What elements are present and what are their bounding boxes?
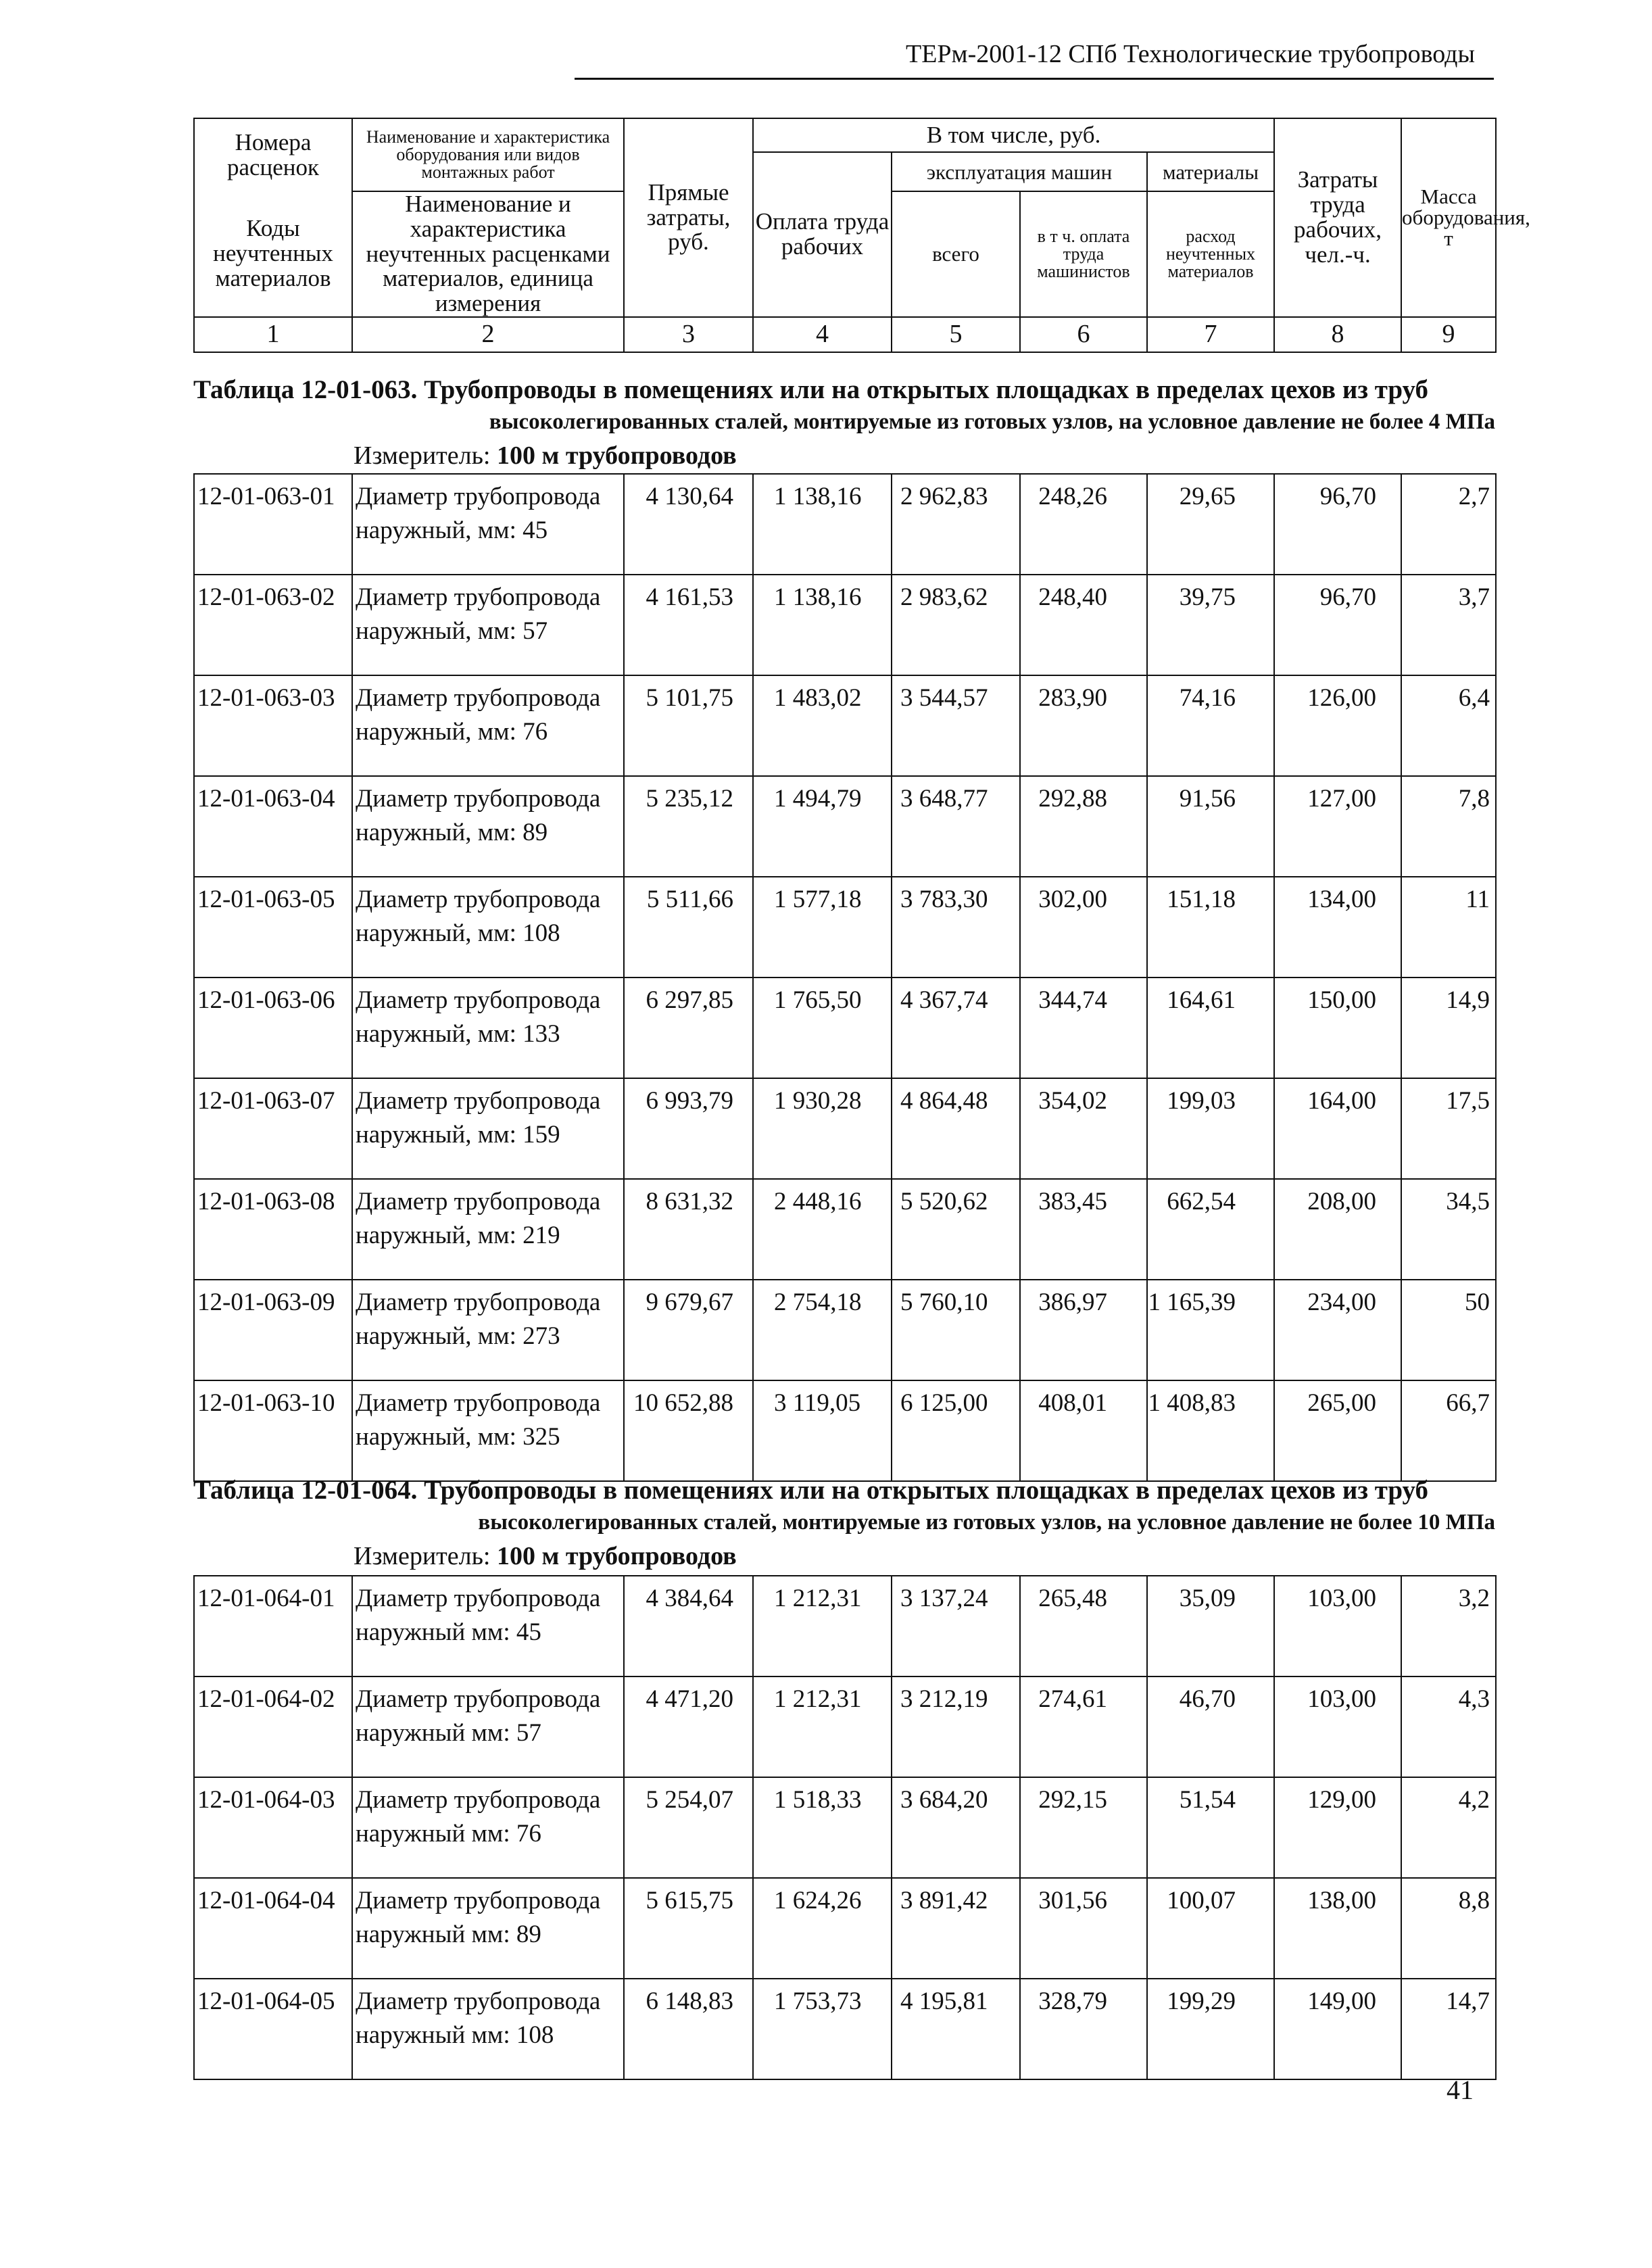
cell-c6: 301,56	[1020, 1878, 1147, 1979]
cell-c6: 292,15	[1020, 1777, 1147, 1878]
cell-name: Диаметр трубопровода наружный, мм: 89	[352, 776, 624, 877]
cell-c5: 3 684,20	[892, 1777, 1020, 1878]
col6-header: в т ч. оплата труда машинистов	[1020, 191, 1147, 317]
cell-c4: 1 212,31	[753, 1576, 892, 1676]
cell-c4: 2 448,16	[753, 1179, 892, 1280]
table-row	[194, 877, 1496, 978]
cell-c3: 6 148,83	[624, 1979, 753, 2079]
table-row	[194, 1777, 1496, 1878]
group-header: В том числе, руб.	[753, 118, 1274, 152]
cell-c8: 129,00	[1274, 1777, 1401, 1878]
cell-code: 12-01-063-05	[194, 877, 352, 978]
page-number: 41	[1447, 2075, 1474, 2105]
cell-c9: 14,7	[1401, 1979, 1496, 2079]
cell-c5: 2 983,62	[892, 575, 1020, 675]
cell-c8: 103,00	[1274, 1676, 1401, 1777]
cell-c4: 1 138,16	[753, 474, 892, 575]
col8-header: Затраты труда рабочих, чел.-ч.	[1274, 118, 1401, 317]
cell-c6: 265,48	[1020, 1576, 1147, 1676]
cell-c4: 1 624,26	[753, 1878, 892, 1979]
cell-c9: 3,7	[1401, 575, 1496, 675]
cell-c8: 134,00	[1274, 877, 1401, 978]
cell-c5: 6 125,00	[892, 1380, 1020, 1481]
meter-value: 100 м трубопроводов	[497, 1542, 737, 1570]
cell-c3: 5 235,12	[624, 776, 753, 877]
cell-c6: 386,97	[1020, 1280, 1147, 1380]
table-063-title-line2: высоколегированных сталей, монтируемые из готовых узлов, на условное давление не более 4 МПа	[489, 409, 1495, 434]
cell-c9: 6,4	[1401, 675, 1496, 776]
cell-c7: 39,75	[1147, 575, 1274, 675]
cell-name: Диаметр трубопровода наружный мм: 76	[352, 1777, 624, 1878]
cell-code: 12-01-063-01	[194, 474, 352, 575]
cell-c3: 8 631,32	[624, 1179, 753, 1280]
col-number: 8	[1274, 317, 1401, 352]
cell-name: Диаметр трубопровода наружный, мм: 159	[352, 1078, 624, 1179]
cell-name: Диаметр трубопровода наружный, мм: 108	[352, 877, 624, 978]
cell-c5: 3 137,24	[892, 1576, 1020, 1676]
cell-c6: 248,40	[1020, 575, 1147, 675]
cell-c8: 103,00	[1274, 1576, 1401, 1676]
cell-c3: 6 993,79	[624, 1078, 753, 1179]
cell-c4: 1 753,73	[753, 1979, 892, 2079]
table-row	[194, 978, 1496, 1078]
cell-c6: 248,26	[1020, 474, 1147, 575]
cell-c7: 1 165,39	[1147, 1280, 1274, 1380]
cell-c7: 74,16	[1147, 675, 1274, 776]
materials-header: материалы	[1147, 152, 1274, 191]
cell-name: Диаметр трубопровода наружный, мм: 219	[352, 1179, 624, 1280]
header-rule	[575, 78, 1494, 80]
cell-c8: 126,00	[1274, 675, 1401, 776]
table-row	[194, 1280, 1496, 1380]
table-row	[194, 474, 1496, 575]
cell-c7: 199,03	[1147, 1078, 1274, 1179]
cell-c4: 2 754,18	[753, 1280, 892, 1380]
cell-c5: 3 212,19	[892, 1676, 1020, 1777]
cell-c4: 1 577,18	[753, 877, 892, 978]
cell-c3: 5 254,07	[624, 1777, 753, 1878]
table-064-title	[193, 1474, 1495, 1537]
cell-c9: 11	[1401, 877, 1496, 978]
cell-c8: 265,00	[1274, 1380, 1401, 1481]
cell-c5: 4 864,48	[892, 1078, 1020, 1179]
cell-c6: 292,88	[1020, 776, 1147, 877]
cell-name: Диаметр трубопровода наружный, мм: 273	[352, 1280, 624, 1380]
cell-c9: 17,5	[1401, 1078, 1496, 1179]
cell-code: 12-01-064-05	[194, 1979, 352, 2079]
cell-name: Диаметр трубопровода наружный, мм: 57	[352, 575, 624, 675]
column-header-table	[193, 118, 1530, 353]
cell-c9: 8,8	[1401, 1878, 1496, 1979]
col4-header: Оплата труда рабочих	[753, 152, 892, 317]
cell-code: 12-01-063-08	[194, 1179, 352, 1280]
cell-c4: 1 483,02	[753, 675, 892, 776]
cell-name: Диаметр трубопровода наружный, мм: 133	[352, 978, 624, 1078]
cell-c4: 1 930,28	[753, 1078, 892, 1179]
cell-c3: 4 130,64	[624, 474, 753, 575]
cell-code: 12-01-063-04	[194, 776, 352, 877]
cell-c3: 4 384,64	[624, 1576, 753, 1676]
machines-header: эксплуатация машин	[892, 152, 1147, 191]
cell-c9: 50	[1401, 1280, 1496, 1380]
cell-code: 12-01-064-01	[194, 1576, 352, 1676]
cell-c6: 274,61	[1020, 1676, 1147, 1777]
cell-c5: 5 520,62	[892, 1179, 1020, 1280]
cell-c4: 1 765,50	[753, 978, 892, 1078]
cell-name: Диаметр трубопровода наружный мм: 45	[352, 1576, 624, 1676]
cell-c7: 51,54	[1147, 1777, 1274, 1878]
table-063	[193, 473, 1497, 1482]
table-063-title	[193, 373, 1495, 437]
table-row	[194, 1576, 1496, 1676]
cell-code: 12-01-063-03	[194, 675, 352, 776]
col-number: 1	[194, 317, 352, 352]
cell-code: 12-01-064-02	[194, 1676, 352, 1777]
col-number: 7	[1147, 317, 1274, 352]
table-row	[194, 1380, 1496, 1481]
cell-name: Диаметр трубопровода наружный мм: 89	[352, 1878, 624, 1979]
cell-c8: 234,00	[1274, 1280, 1401, 1380]
cell-c7: 100,07	[1147, 1878, 1274, 1979]
col3-header: Прямые затраты, руб.	[624, 118, 753, 317]
col-number: 9	[1401, 317, 1496, 352]
cell-c9: 3,2	[1401, 1576, 1496, 1676]
cell-c6: 383,45	[1020, 1179, 1147, 1280]
col-number: 4	[753, 317, 892, 352]
cell-code: 12-01-064-04	[194, 1878, 352, 1979]
cell-c3: 4 471,20	[624, 1676, 753, 1777]
cell-c7: 662,54	[1147, 1179, 1274, 1280]
meter-label: Измеритель:	[354, 1542, 491, 1570]
col2-top: Наименование и характеристика оборудования или видов монтажных работ	[352, 118, 624, 191]
cell-c3: 5 511,66	[624, 877, 753, 978]
cell-c7: 164,61	[1147, 978, 1274, 1078]
meter-label: Измеритель:	[354, 441, 491, 470]
cell-c6: 408,01	[1020, 1380, 1147, 1481]
cell-c7: 199,29	[1147, 1979, 1274, 2079]
cell-name: Диаметр трубопровода наружный, мм: 76	[352, 675, 624, 776]
cell-code: 12-01-063-10	[194, 1380, 352, 1481]
cell-c3: 10 652,88	[624, 1380, 753, 1481]
cell-c6: 344,74	[1020, 978, 1147, 1078]
col1-bottom: Коды неучтенных материалов	[194, 191, 352, 317]
cell-c3: 5 615,75	[624, 1878, 753, 1979]
cell-c4: 1 212,31	[753, 1676, 892, 1777]
cell-c8: 96,70	[1274, 575, 1401, 675]
table-row	[194, 776, 1496, 877]
cell-c5: 3 648,77	[892, 776, 1020, 877]
col-number: 2	[352, 317, 624, 352]
cell-c3: 5 101,75	[624, 675, 753, 776]
cell-c8: 208,00	[1274, 1179, 1401, 1280]
table-064-title-line1: Таблица 12-01-064. Трубопроводы в помещениях или на открытых площадках в пределах цехов из труб	[193, 1476, 1429, 1505]
table-064	[193, 1575, 1497, 2080]
cell-c8: 150,00	[1274, 978, 1401, 1078]
meter-value: 100 м трубопроводов	[497, 441, 737, 470]
cell-c3: 4 161,53	[624, 575, 753, 675]
cell-c6: 283,90	[1020, 675, 1147, 776]
cell-c5: 5 760,10	[892, 1280, 1020, 1380]
cell-name: Диаметр трубопровода наружный мм: 108	[352, 1979, 624, 2079]
col-number: 3	[624, 317, 753, 352]
cell-code: 12-01-063-02	[194, 575, 352, 675]
cell-code: 12-01-063-06	[194, 978, 352, 1078]
cell-c5: 3 891,42	[892, 1878, 1020, 1979]
cell-c9: 14,9	[1401, 978, 1496, 1078]
table-row	[194, 1979, 1496, 2079]
table-row	[194, 1179, 1496, 1280]
cell-c4: 1 138,16	[753, 575, 892, 675]
cell-name: Диаметр трубопровода наружный, мм: 45	[352, 474, 624, 575]
cell-c6: 328,79	[1020, 1979, 1147, 2079]
cell-c5: 4 195,81	[892, 1979, 1020, 2079]
col7-header: расход неучтенных материалов	[1147, 191, 1274, 317]
cell-c7: 46,70	[1147, 1676, 1274, 1777]
cell-c8: 164,00	[1274, 1078, 1401, 1179]
cell-c4: 3 119,05	[753, 1380, 892, 1481]
cell-c7: 1 408,83	[1147, 1380, 1274, 1481]
cell-code: 12-01-063-07	[194, 1078, 352, 1179]
cell-c4: 1 494,79	[753, 776, 892, 877]
cell-c9: 4,3	[1401, 1676, 1496, 1777]
cell-c8: 138,00	[1274, 1878, 1401, 1979]
cell-c4: 1 518,33	[753, 1777, 892, 1878]
cell-c7: 35,09	[1147, 1576, 1274, 1676]
table-row	[194, 1676, 1496, 1777]
cell-c6: 354,02	[1020, 1078, 1147, 1179]
cell-c5: 3 544,57	[892, 675, 1020, 776]
col-number: 5	[892, 317, 1020, 352]
cell-c3: 9 679,67	[624, 1280, 753, 1380]
cell-code: 12-01-064-03	[194, 1777, 352, 1878]
cell-c9: 34,5	[1401, 1179, 1496, 1280]
col1-top: Номера расценок	[194, 118, 352, 191]
cell-c7: 91,56	[1147, 776, 1274, 877]
cell-c9: 7,8	[1401, 776, 1496, 877]
col5-header: всего	[892, 191, 1020, 317]
table-063-title-line1: Таблица 12-01-063. Трубопроводы в помещениях или на открытых площадках в пределах цехов из труб	[193, 375, 1429, 404]
cell-code: 12-01-063-09	[194, 1280, 352, 1380]
col2-bottom: Наименование и характеристика неучтенных расценками материалов, единица измерения	[352, 191, 624, 317]
table-row	[194, 1078, 1496, 1179]
cell-c5: 4 367,74	[892, 978, 1020, 1078]
col-number: 6	[1020, 317, 1147, 352]
col9-header: Масса оборудования, т	[1401, 118, 1496, 317]
cell-c7: 29,65	[1147, 474, 1274, 575]
table-row	[194, 575, 1496, 675]
cell-name: Диаметр трубопровода наружный мм: 57	[352, 1676, 624, 1777]
cell-c9: 66,7	[1401, 1380, 1496, 1481]
table-row	[194, 675, 1496, 776]
table-064-title-line2: высоколегированных сталей, монтируемые из готовых узлов, на условное давление не более 10 МПа	[478, 1510, 1495, 1535]
cell-c3: 6 297,85	[624, 978, 753, 1078]
cell-c5: 3 783,30	[892, 877, 1020, 978]
cell-c8: 127,00	[1274, 776, 1401, 877]
table-row	[194, 1878, 1496, 1979]
cell-c8: 149,00	[1274, 1979, 1401, 2079]
table-064-meter	[354, 1541, 737, 1571]
page-header: ТЕРм-2001-12 СПб Технологические трубопроводы	[906, 40, 1476, 68]
cell-c6: 302,00	[1020, 877, 1147, 978]
cell-c5: 2 962,83	[892, 474, 1020, 575]
cell-c9: 2,7	[1401, 474, 1496, 575]
cell-c7: 151,18	[1147, 877, 1274, 978]
table-063-meter	[354, 441, 737, 471]
cell-c9: 4,2	[1401, 1777, 1496, 1878]
cell-c8: 96,70	[1274, 474, 1401, 575]
cell-name: Диаметр трубопровода наружный, мм: 325	[352, 1380, 624, 1481]
